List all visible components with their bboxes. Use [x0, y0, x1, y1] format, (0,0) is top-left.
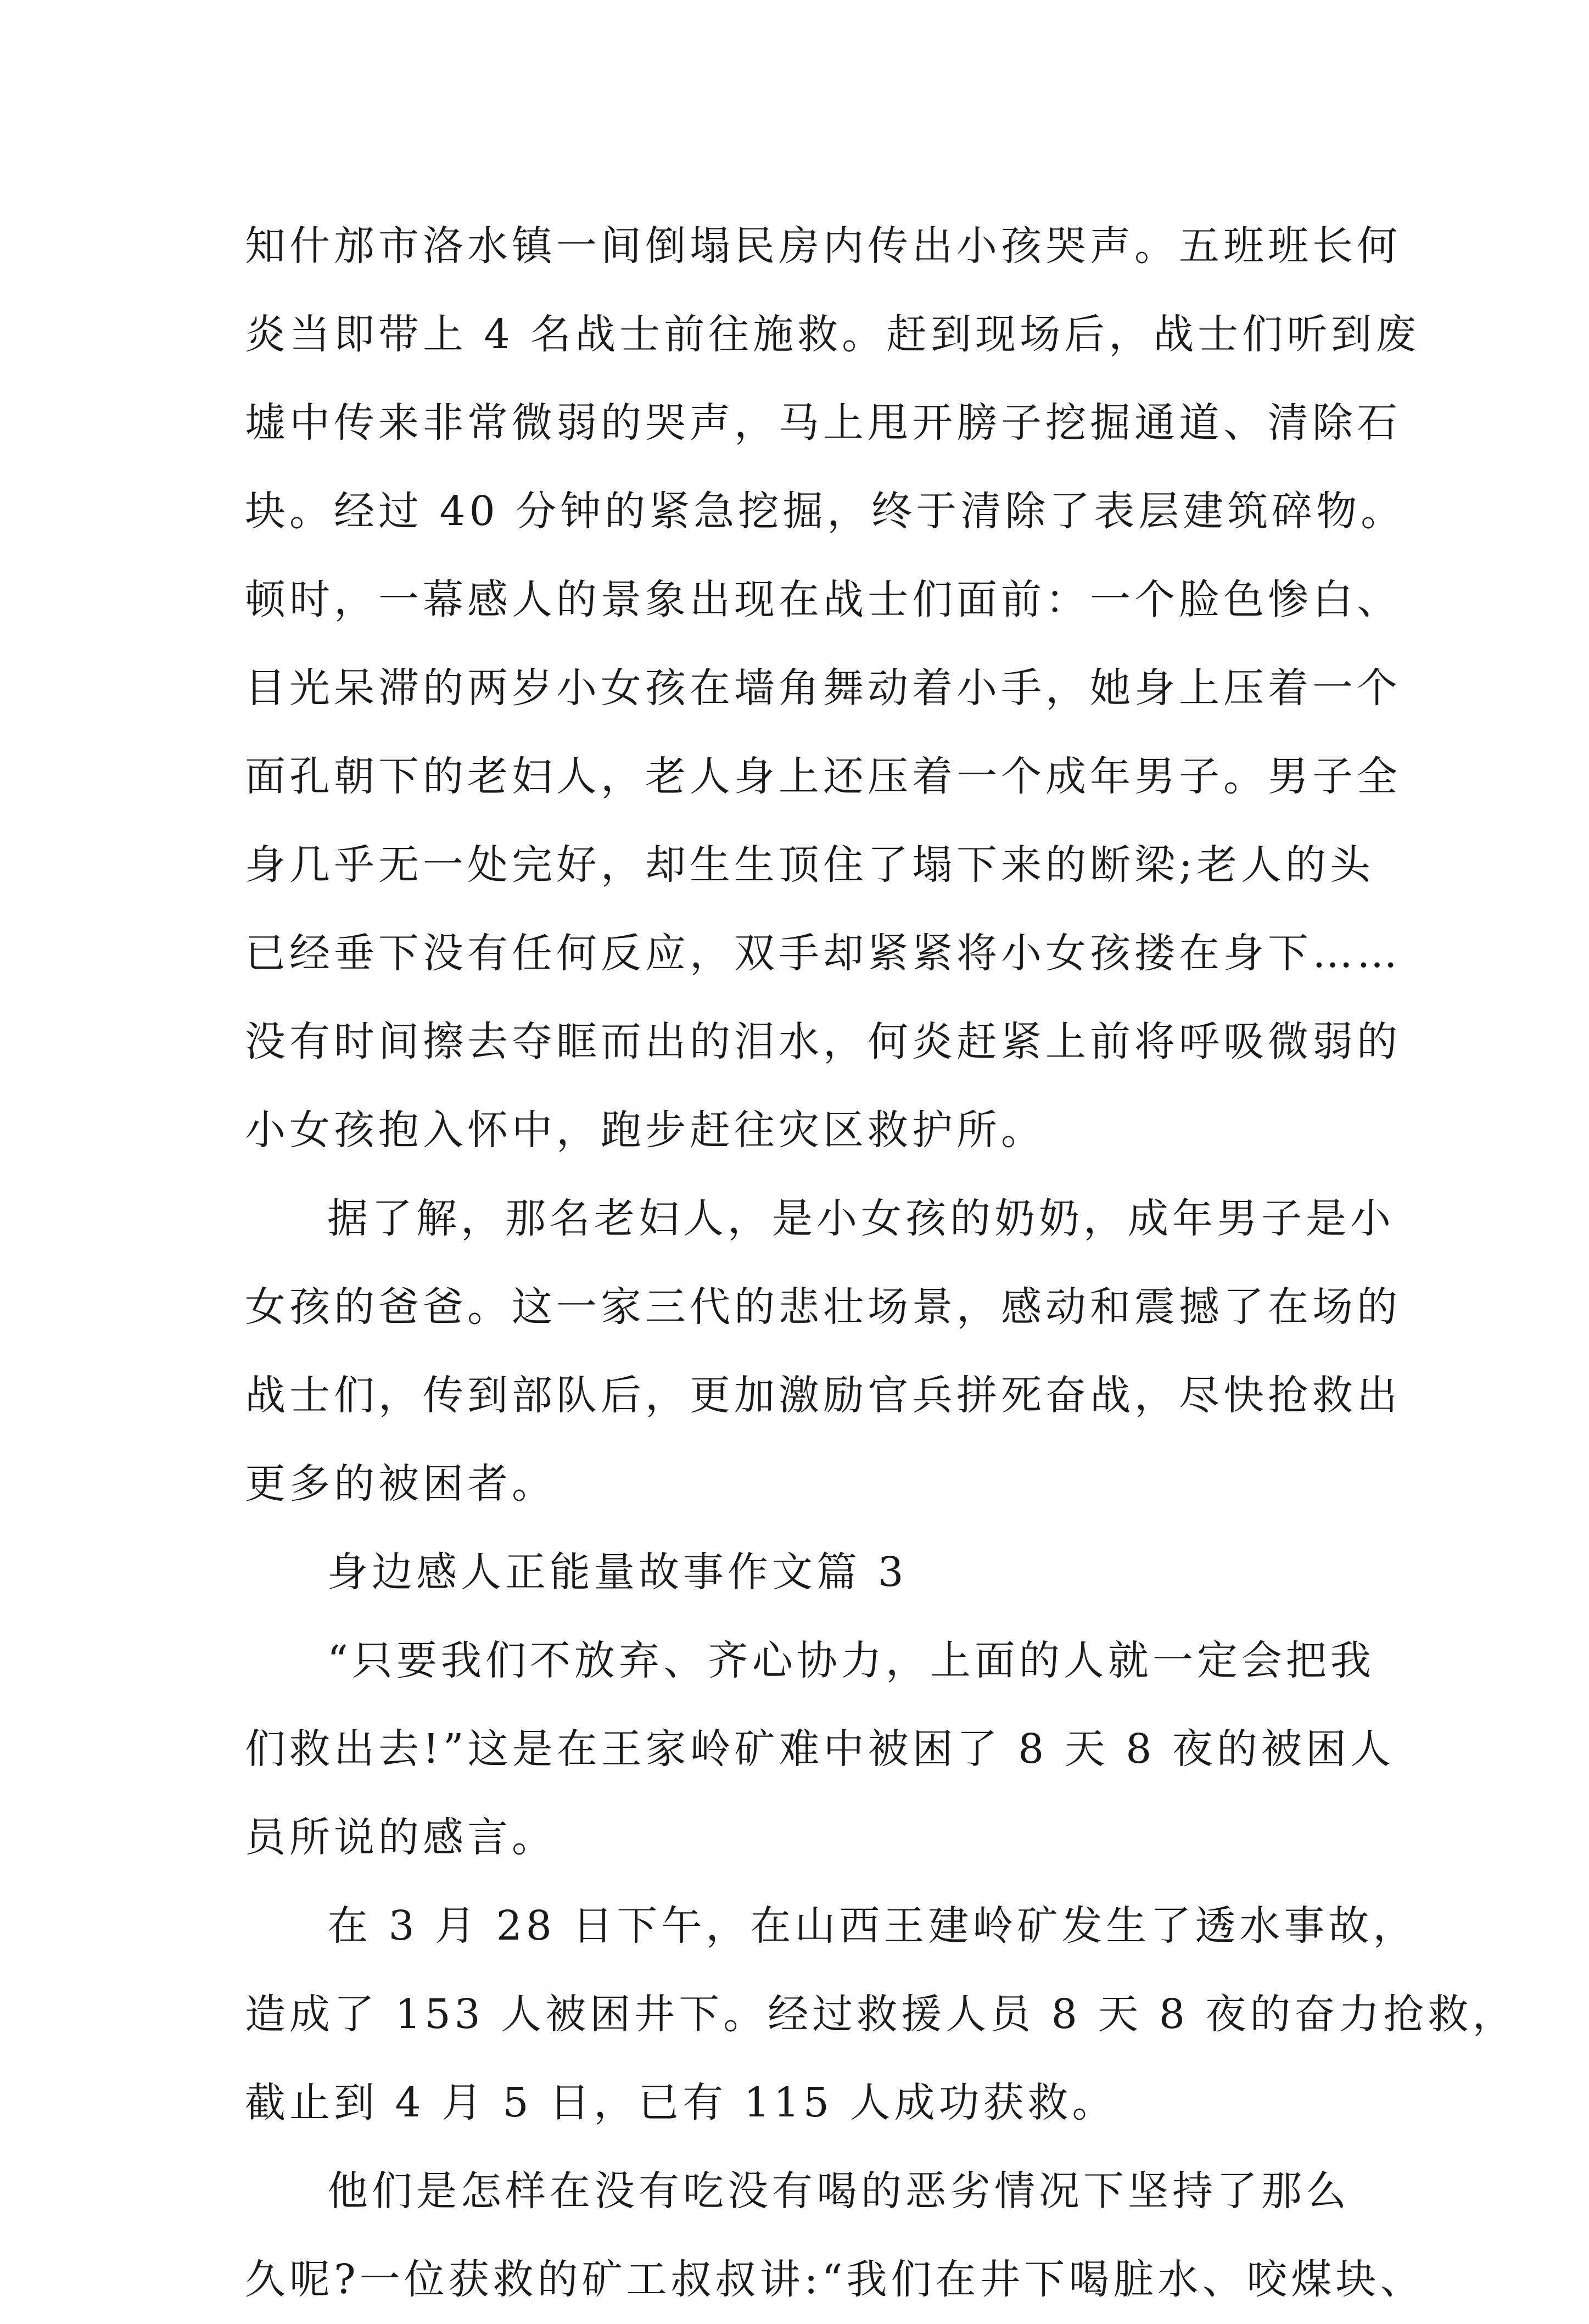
- text-line: 更多的被困者。: [245, 1460, 556, 1507]
- text-line: 们救出去!”这是在王家岭矿难中被困了 8 天 8 夜的被困人: [245, 1725, 1395, 1773]
- text-line: 顿时，一幕感人的景象出现在战士们面前：一个脸色惨白、: [245, 576, 1401, 623]
- text-line: 墟中传来非常微弱的哭声，马上甩开膀子挖掘通道、清除石: [245, 399, 1401, 446]
- text-line: 在 3 月 28 日下午，在山西王建岭矿发生了透水事故，: [327, 1902, 1418, 1949]
- text-line: 据了解，那名老妇人，是小女孩的奶奶，成年男子是小: [327, 1195, 1395, 1242]
- text-line: 造成了 153 人被困井下。经过救援人员 8 天 8 夜的奋力抢救，: [245, 1991, 1517, 2038]
- document-body: [245, 202, 1517, 2324]
- text-line: 块。经过 40 分钟的紧急挖掘，终于清除了表层建筑碎物。: [245, 488, 1406, 535]
- text-line: 截止到 4 月 5 日，已有 115 人成功获救。: [245, 2079, 1117, 2126]
- text-line: 知什邡市洛水镇一间倒塌民房内传出小孩哭声。五班班长何: [245, 222, 1401, 270]
- text-line: 面孔朝下的老妇人，老人身上还压着一个成年男子。男子全: [245, 753, 1401, 800]
- text-line: 炎当即带上 4 名战士前往施救。赶到现场后，战士们听到废: [245, 311, 1420, 358]
- text-line: 战士们，传到部队后，更加激励官兵拼死奋战，尽快抢救出: [245, 1372, 1401, 1419]
- text-line: 目光呆滞的两岁小女孩在墙角舞动着小手，她身上压着一个: [245, 664, 1401, 712]
- text-line: 没有时间擦去夺眶而出的泪水，何炎赶紧上前将呼吸微弱的: [245, 1018, 1401, 1065]
- text-line: 身边感人正能量故事作文篇 3: [327, 1549, 908, 1596]
- text-line: 已经垂下没有任何反应，双手却紧紧将小女孩搂在身下……: [245, 930, 1401, 977]
- text-line: 员所说的感言。: [245, 1814, 556, 1861]
- text-line: 身几乎无一处完好，却生生顶住了塌下来的断梁;老人的头: [245, 841, 1374, 889]
- text-line: 小女孩抱入怀中，跑步赶往灾区救护所。: [245, 1107, 1045, 1154]
- text-line: 女孩的爸爸。这一家三代的悲壮场景，感动和震撼了在场的: [245, 1283, 1401, 1331]
- text-line: 他们是怎样在没有吃没有喝的恶劣情况下坚持了那么: [327, 2167, 1350, 2215]
- text-line: 久呢?一位获救的矿工叔叔讲:“我们在井下喝脏水、咬煤块、: [245, 2256, 1425, 2303]
- text-line: “只要我们不放弃、齐心协力，上面的人就一定会把我: [327, 1637, 1375, 1684]
